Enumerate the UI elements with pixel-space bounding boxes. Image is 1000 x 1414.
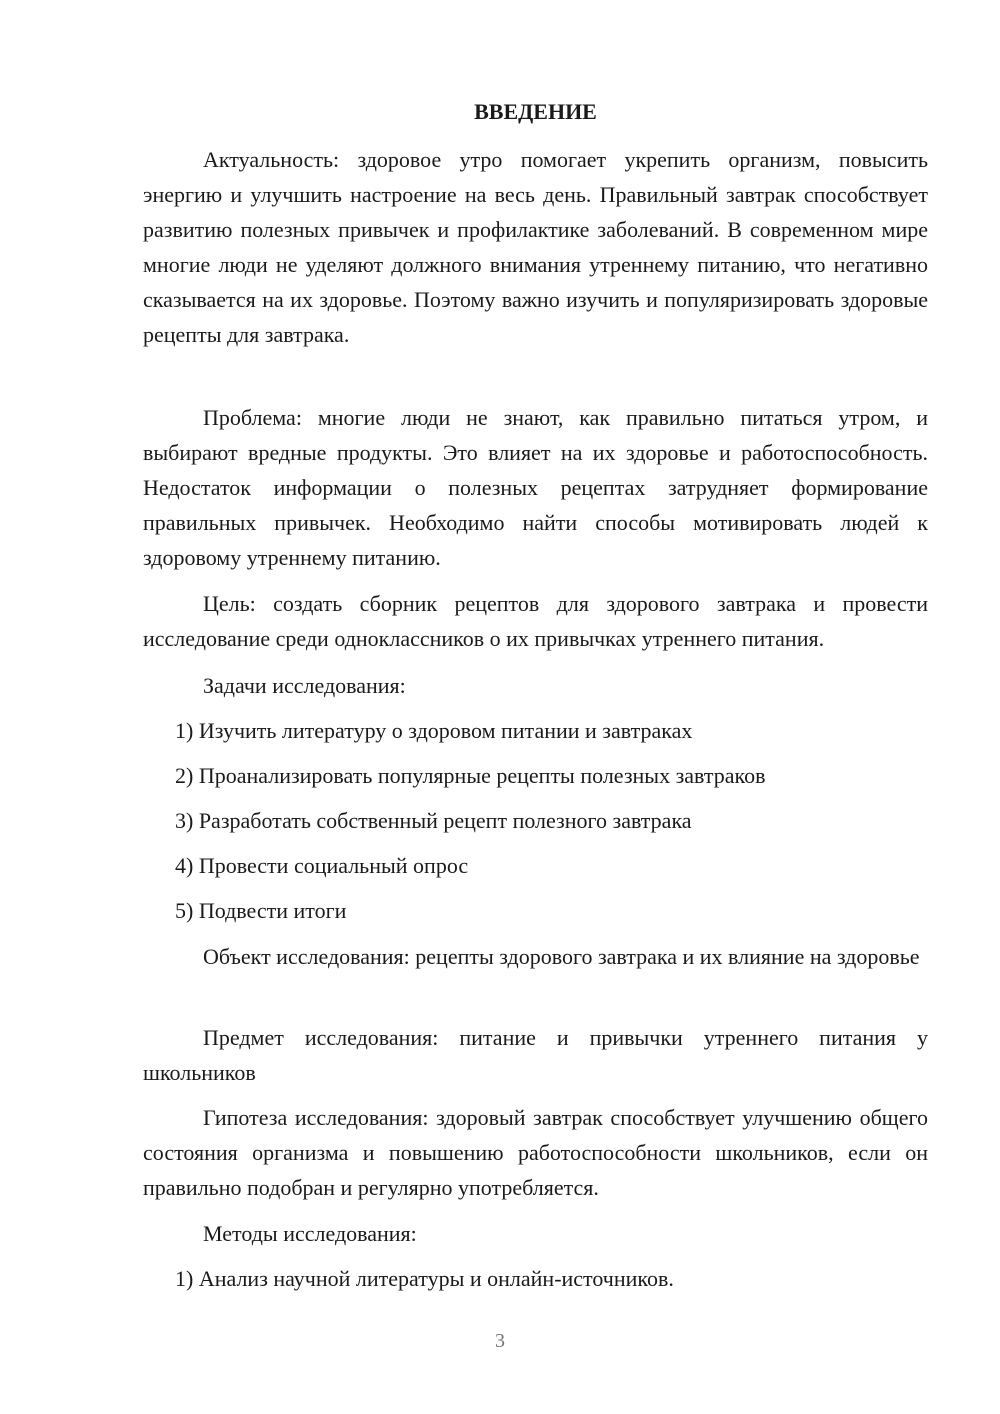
tasks-heading: Задачи исследования: [203, 673, 406, 698]
page-title: ВВЕДЕНИЕ [474, 99, 597, 124]
task-item: 2) Проанализировать популярные рецепты полезных завтраков [175, 763, 766, 788]
task-item: 1) Изучить литературу о здоровом питании и завтраках [175, 718, 693, 743]
method-item: 1) Анализ научной литературы и онлайн-источников. [175, 1266, 674, 1291]
problem-paragraph: Проблема: многие люди не знают, как правильно питаться утром, и выбирают вредные продукты. Это влияет на их здоровье и работоспособность. Недостаток информации о полезных рецептах затрудняет формирование правильных привычек. Необходимо найти способы мотивировать людей к здоровому утреннему питанию. [143, 405, 928, 570]
page-number: 3 [495, 1330, 505, 1352]
methods-heading: Методы исследования: [203, 1221, 417, 1246]
hypothesis-paragraph: Гипотеза исследования: здоровый завтрак способствует улучшению общего состояния организма и повышению работоспособности школьников, если он правильно подобран и регулярно употребляется. [143, 1105, 928, 1200]
task-item: 5) Подвести итоги [175, 898, 347, 923]
goal-paragraph: Цель: создать сборник рецептов для здорового завтрака и провести исследование среди одноклассников о их привычках утреннего питания. [143, 591, 928, 651]
task-item: 4) Провести социальный опрос [175, 853, 469, 878]
object-paragraph: Объект исследования: рецепты здорового завтрака и их влияние на здоровье [203, 944, 920, 969]
subject-paragraph: Предмет исследования: питание и привычки утреннего питания у школьников [143, 1025, 928, 1085]
task-item: 3) Разработать собственный рецепт полезного завтрака [175, 808, 692, 833]
relevance-paragraph: Актуальность: здоровое утро помогает укрепить организм, повысить энергию и улучшить настроение на весь день. Правильный завтрак способствует развитию полезных привычек и профилактике заболеваний. В современном мире многие люди не уделяют должного внимания утреннему питанию, что негативно сказывается на их здоровье. Поэтому важно изучить и популяризировать здоровые рецепты для завтрака. [143, 147, 928, 347]
